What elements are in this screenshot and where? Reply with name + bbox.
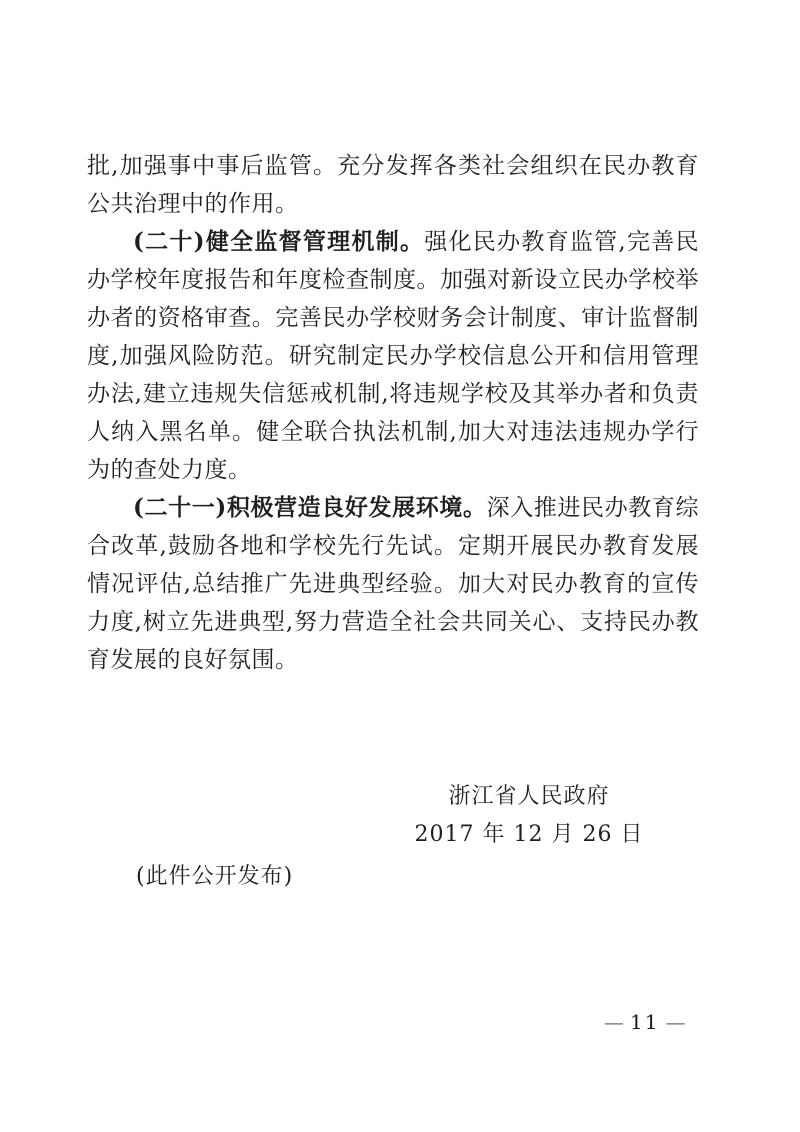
signature-block: [379, 778, 679, 854]
publish-note: (此件公开发布): [136, 864, 294, 889]
paragraph-lead: (二十)健全监督管理机制。: [133, 228, 425, 255]
page-number-value: 11: [630, 1010, 660, 1034]
paragraph-section-20: [87, 223, 699, 489]
signature-date: 2017 年 12 月 26 日: [414, 822, 644, 847]
paragraph-text: 批,加强事中事后监管。充分发挥各类社会组织在民办教育公共治理中的作用。: [87, 153, 699, 217]
document-body: [87, 147, 699, 679]
page-number-right-dash: —: [665, 1010, 686, 1034]
paragraph-text: 深入推进民办教育综合改革,鼓励各地和学校先行先试。定期开展民办教育发展情况评估,总结推广先进典型经验。加大对民办教育的宣传力度,树立先进典型,努力营造全社会共同关心、支持民办教育发展的良好氛围。: [87, 495, 700, 673]
signature-issuer: 浙江省人民政府: [448, 784, 610, 809]
page-number: [598, 1008, 691, 1036]
page-number-left-dash: —: [604, 1010, 624, 1034]
paragraph-text: 强化民办教育监管,完善民办学校年度报告和年度检查制度。加强对新设立民办学校举办者的资格审查。完善民办学校财务会计制度、审计监督制度,加强风险防范。研究制定民办学校信息公开和信用管理办法,建立违规失信惩戒机制,将违规学校及其举办者和负责人纳入黑名单。健全联合执法机制,加大对违法违规办学行为的查处力度。: [87, 229, 700, 483]
paragraph-lead: (二十一)积极营造良好发展环境。: [133, 494, 487, 521]
paragraph-continuation: [87, 147, 699, 223]
paragraph-section-21: [87, 489, 699, 679]
